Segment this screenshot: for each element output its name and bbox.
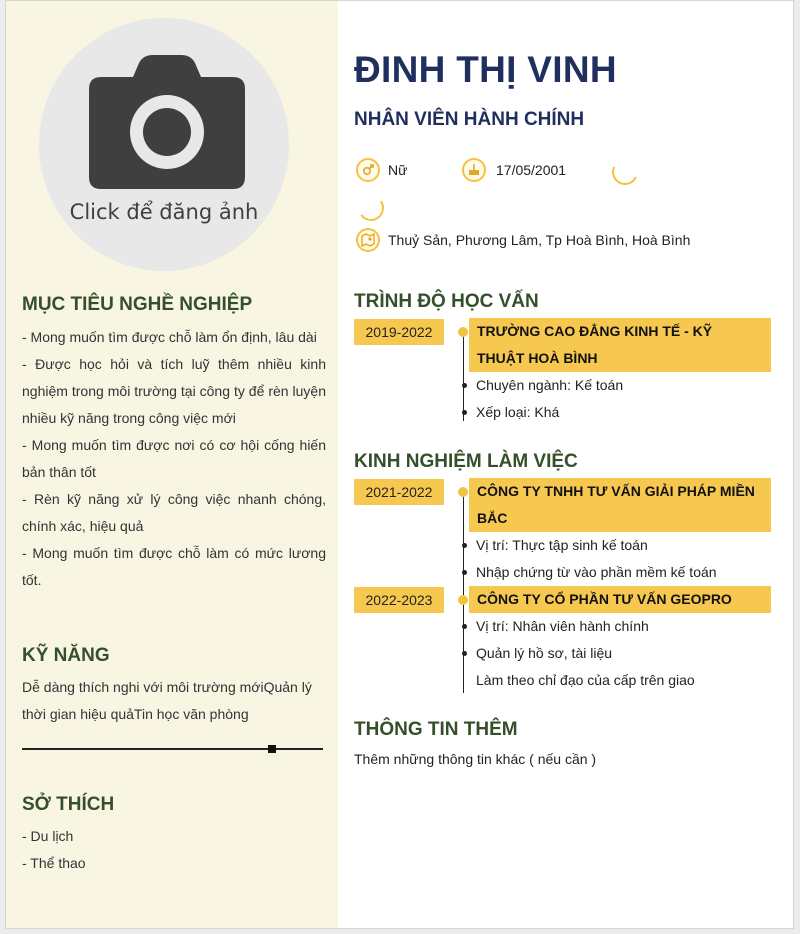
candidate-name: ĐINH THỊ VINH (354, 49, 617, 90)
skills-heading: KỸ NĂNG (22, 645, 110, 666)
experience-period: 2022-2023 (354, 587, 444, 613)
experience-timeline (463, 491, 464, 693)
experience-detail-text: Nhập chứng từ vào phần mềm kế toán (476, 564, 717, 580)
objective-line: - Được học hỏi và tích luỹ thêm nhiều kinh nghiệm trong môi trường tại công ty để rèn luyện nhiều kỹ năng trong công việc mới (22, 356, 326, 426)
birthday-info (462, 158, 566, 182)
experience-company: CÔNG TY CỔ PHẦN TƯ VẤN GEOPRO (469, 586, 771, 613)
skill-level-bar (22, 748, 323, 750)
avatar-upload-label: Click để đăng ảnh (69, 200, 259, 224)
experience-detail: Làm theo chỉ đạo của cấp trên giao (476, 672, 695, 688)
camera-icon (87, 55, 247, 191)
gender-value: Nữ (388, 162, 408, 178)
timeline-dot (458, 595, 468, 605)
job-title: NHÂN VIÊN HÀNH CHÍNH (354, 109, 585, 130)
experience-detail (462, 645, 612, 661)
objective-line: - Mong muốn tìm được chỗ làm có mức lương tốt. (22, 545, 326, 588)
education-detail-text: Xếp loại: Khá (476, 404, 560, 420)
experience-company: CÔNG TY TNHH TƯ VẤN GIẢI PHÁP MIỀN BẮC (469, 478, 771, 532)
education-period: 2019-2022 (354, 319, 444, 345)
bullet-dot (462, 410, 467, 415)
education-detail (462, 377, 623, 393)
skills-text: Dễ dàng thích nghi với môi trường mớiQuản lý thời gian hiệu quảTin học văn phòng (22, 679, 312, 722)
bullet-dot (462, 624, 467, 629)
hobby-item: - Thể thao (22, 855, 86, 871)
avatar-upload[interactable] (39, 18, 289, 271)
education-detail-text: Chuyên ngành: Kế toán (476, 377, 624, 393)
experience-detail (462, 537, 648, 553)
extra-info-heading: THÔNG TIN THÊM (354, 719, 518, 740)
map-icon (356, 228, 380, 252)
birthday-value: 17/05/2001 (496, 162, 567, 178)
objective-line: - Mong muốn tìm được nơi có cơ hội cống hiến bản thân tốt (22, 437, 326, 480)
objective-line: - Rèn kỹ năng xử lý công việc nhanh chóng, chính xác, hiệu quả (22, 491, 326, 534)
bullet-dot (462, 383, 467, 388)
hobby-item: - Du lịch (22, 828, 74, 844)
objective-text (22, 324, 326, 594)
phone-icon-placeholder (608, 155, 641, 188)
experience-detail (462, 564, 717, 580)
timeline-dot (458, 327, 468, 337)
skill-level-handle[interactable] (268, 745, 276, 753)
timeline-dot (458, 487, 468, 497)
gender-info (356, 158, 407, 182)
education-heading: TRÌNH ĐỘ HỌC VẤN (354, 291, 539, 312)
hobbies-list (22, 823, 326, 877)
cv-page (5, 0, 794, 929)
objective-line: - Mong muốn tìm được chỗ làm ổn định, lâu dài (22, 329, 317, 345)
left-column (6, 1, 338, 928)
email-icon-placeholder (356, 193, 386, 223)
education-school: TRƯỜNG CAO ĐẲNG KINH TẾ - KỸ THUẬT HOÀ BÌNH (469, 318, 771, 372)
bullet-dot (462, 570, 467, 575)
extra-info-text: Thêm những thông tin khác ( nếu cần ) (354, 751, 597, 767)
right-column (354, 1, 784, 928)
experience-detail (462, 618, 649, 634)
experience-detail-text: Vị trí: Nhân viên hành chính (476, 618, 649, 634)
hobbies-heading: SỞ THÍCH (22, 794, 115, 815)
experience-heading: KINH NGHIỆM LÀM VIỆC (354, 451, 578, 472)
bullet-dot (462, 543, 467, 548)
address-info (356, 228, 690, 252)
address-value: Thuỷ Sản, Phương Lâm, Tp Hoà Bình, Hoà Bình (388, 232, 691, 248)
experience-detail-text: Quản lý hồ sơ, tài liệu (476, 645, 613, 661)
experience-detail-text: Vị trí: Thực tập sinh kế toán (476, 537, 648, 553)
cake-icon (462, 158, 486, 182)
experience-period: 2021-2022 (354, 479, 444, 505)
objective-heading: MỤC TIÊU NGHỀ NGHIỆP (22, 294, 253, 315)
gender-icon (356, 158, 380, 182)
bullet-dot (462, 651, 467, 656)
education-detail (462, 404, 559, 420)
